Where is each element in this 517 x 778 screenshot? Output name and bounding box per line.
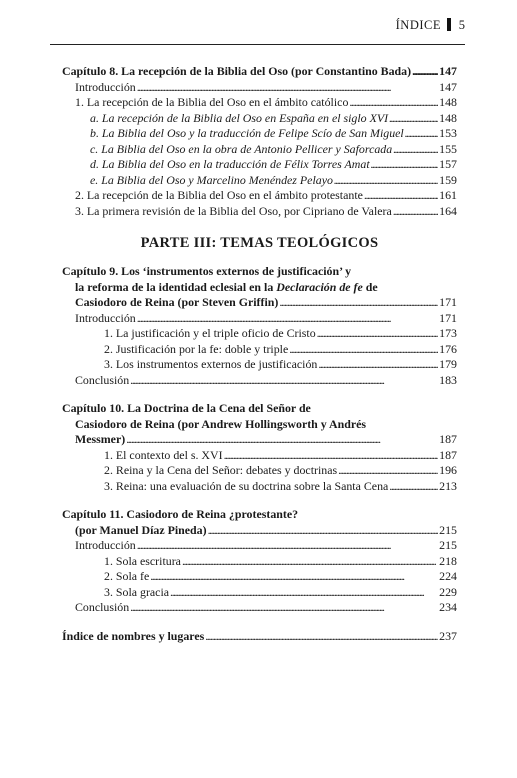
toc-entry: Conclusión . . . 183 <box>62 373 457 389</box>
toc-entry: 1. La justificación y el triple oficio de Cristo . . . 173 <box>62 326 457 342</box>
toc-chapter-8: Capítulo 8. La recepción de la Biblia del Oso (por Constantino Bada) . . . 147 <box>62 64 457 80</box>
running-header <box>50 16 465 34</box>
toc-entry: Introducción . . . 147 <box>62 80 457 96</box>
toc-entry: 1. Sola escritura . . . 218 <box>62 554 457 570</box>
toc-chapter-10: Messmer) . . . 187 <box>62 432 457 448</box>
toc-entry: 3. Sola gracia . . . 229 <box>62 585 457 601</box>
toc-chapter-9-line1: Capítulo 9. Los ‘instrumentos externos de justificación’ y <box>62 264 352 278</box>
toc-entry: Introducción . . . 171 <box>62 311 457 327</box>
toc-subentry: d. La Biblia del Oso en la traducción de Félix Torres Amat . . . 157 <box>62 157 457 173</box>
toc-entry: 2. La recepción de la Biblia del Oso en el ámbito protestante . . . 161 <box>62 188 457 204</box>
toc-chapter-11: (por Manuel Díaz Pineda) . . . 215 <box>62 523 457 539</box>
toc-entry: 2. Sola fe . . . 224 <box>62 569 457 585</box>
toc-entry: 2. Reina y la Cena del Señor: debates y doctrinas . . . 196 <box>62 463 457 479</box>
toc-chapter-10-line1: Capítulo 10. La Doctrina de la Cena del Señor de <box>62 401 311 415</box>
header-rule <box>50 44 465 45</box>
toc-subentry: c. La Biblia del Oso en la obra de Antonio Pellicer y Saforcada . . . 155 <box>62 142 457 158</box>
toc-entry: 1. La recepción de la Biblia del Oso en el ámbito católico . . . 148 <box>62 95 457 111</box>
toc-chapter-9-line2: la reforma de la identidad eclesial en la Declaración de fe de <box>75 279 378 294</box>
toc-entry: 1. El contexto del s. XVI . . . 187 <box>62 448 457 464</box>
toc-chapter-9: Casiodoro de Reina (por Steven Griffin) . . . 171 <box>62 295 457 311</box>
header-bar-ornament <box>447 18 451 31</box>
toc-chapter-11-line1: Capítulo 11. Casiodoro de Reina ¿protestante? <box>62 507 299 521</box>
toc-entry: Introducción . . . 215 <box>62 538 457 554</box>
toc-chapter-10-line2: Casiodoro de Reina (por Andrew Hollingsworth y Andrés <box>75 416 367 431</box>
toc-entry: 3. Reina: una evaluación de su doctrina sobre la Santa Cena . . . 213 <box>62 479 457 495</box>
toc-subentry: e. La Biblia del Oso y Marcelino Menéndez Pelayo . . . 159 <box>62 173 457 189</box>
toc-entry: 3. La primera revisión de la Biblia del Oso, por Cipriano de Valera . . . 164 <box>62 204 457 220</box>
table-of-contents <box>62 64 457 644</box>
toc-index: Índice de nombres y lugares . . . 237 <box>62 629 457 645</box>
toc-subentry: b. La Biblia del Oso y la traducción de Felipe Scío de San Miguel . . . 153 <box>62 126 457 142</box>
header-title: ÍNDICE <box>395 18 441 32</box>
toc-subentry: a. La recepción de la Biblia del Oso en España en el siglo XVI . . . 148 <box>62 111 457 127</box>
toc-entry: 3. Los instrumentos externos de justificación . . . 179 <box>62 357 457 373</box>
toc-entry: Conclusión . . . 234 <box>62 600 457 616</box>
toc-entry: 2. Justificación por la fe: doble y triple . . . 176 <box>62 342 457 358</box>
part-heading: PARTE III: TEMAS TEOLÓGICOS <box>140 235 379 251</box>
header-page-number: 5 <box>458 18 465 32</box>
